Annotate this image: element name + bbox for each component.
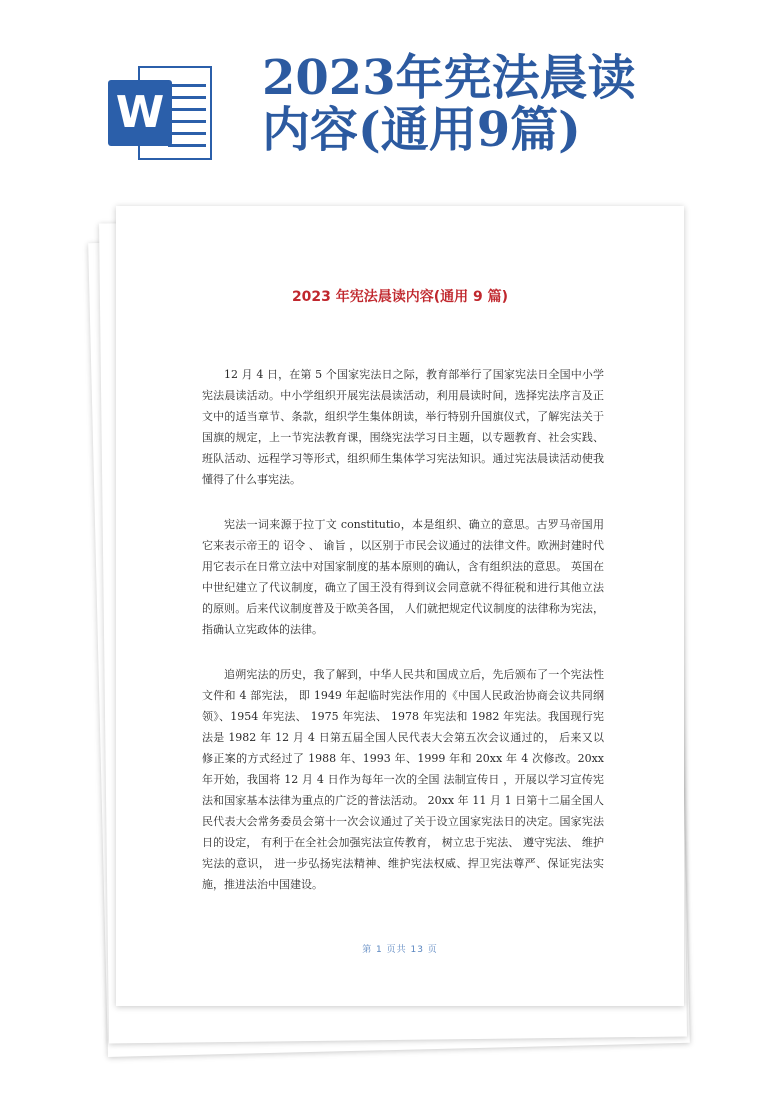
document-body: [202, 364, 604, 919]
document-title: 2023 年宪法晨读内容(通用 9 篇): [291, 289, 509, 305]
paragraph: 宪法一词来源于拉丁文 constitutio，本是组织、确立的意思。古罗马帝国用它来表示帝王的 诏令 、 谕旨 ，以区别于市民会议通过的法律文件。欧洲封建时代用它表示在日常立法中对国家制度的基本原则的确认，含有组织法的意思。 英国在中世纪建立了代议制度，确立了国王没有得到议会同意就不得征税和进行其他立法的原则。后来代议制度普及于欧美各国， 人们就把规定代议制度的法律称为宪法， 指确认立宪政体的法律。: [202, 518, 604, 636]
page-title: 2023年宪法晨读内容(通用9篇): [262, 50, 636, 158]
document-page: [116, 206, 684, 1006]
word-logo-letter: W: [108, 80, 172, 146]
paragraph: 12 月 4 日，在第 5 个国家宪法日之际，教育部举行了国家宪法日全国中小学宪法晨读活动。中小学组织开展宪法晨读活动，利用晨读时间，选择宪法序言及正文中的适当章节、条款，组织学生集体朗读，举行特别升国旗仪式，了解宪法关于国旗的规定，上一节宪法教育课，围绕宪法学习日主题，以专题教育、社会实践、班队活动、远程学习等形式，组织师生集体学习宪法知识。通过宪法晨读活动使我懂得了什么事宪法。: [202, 368, 604, 486]
word-document-icon: [108, 66, 212, 160]
page-header: [0, 0, 780, 200]
page-number-footer: 第 1 页共 13 页: [362, 945, 438, 955]
paragraph: 追朔宪法的历史，我了解到，中华人民共和国成立后，先后颁布了一个宪法性文件和 4 部宪法， 即 1949 年起临时宪法作用的《中国人民政治协商会议共同纲领》、1954 年宪法、 1975 年宪法、 1978 年宪法和 1982 年宪法。我国现行宪法是 1982 年 12 月 4 日第五届全国人民代表大会第五次会议通过的， 后来又以修正案的方式经过了 1988 年、1993 年、1999 年和 20xx 年 4 次修改。20xx 年开始，我国将 12 月 4 日作为每年一次的全国 法制宣传日 ，开展以学习宣传宪法和国家基本法律为重点的广泛的普法活动。 20xx 年 11 月 1 日第十二届全国人民代表大会常务委员会第十一次会议通过了关于设立国家宪法日的决定。国家宪法日的设定， 有利于在全社会加强宪法宣传教育， 树立忠于宪法、 遵守宪法、 维护宪法的意识， 进一步弘扬宪法精神、维护宪法权威、捍卫宪法尊严、保证宪法实施，推进法治中国建设。: [202, 668, 604, 891]
document-preview: [94, 206, 694, 1066]
